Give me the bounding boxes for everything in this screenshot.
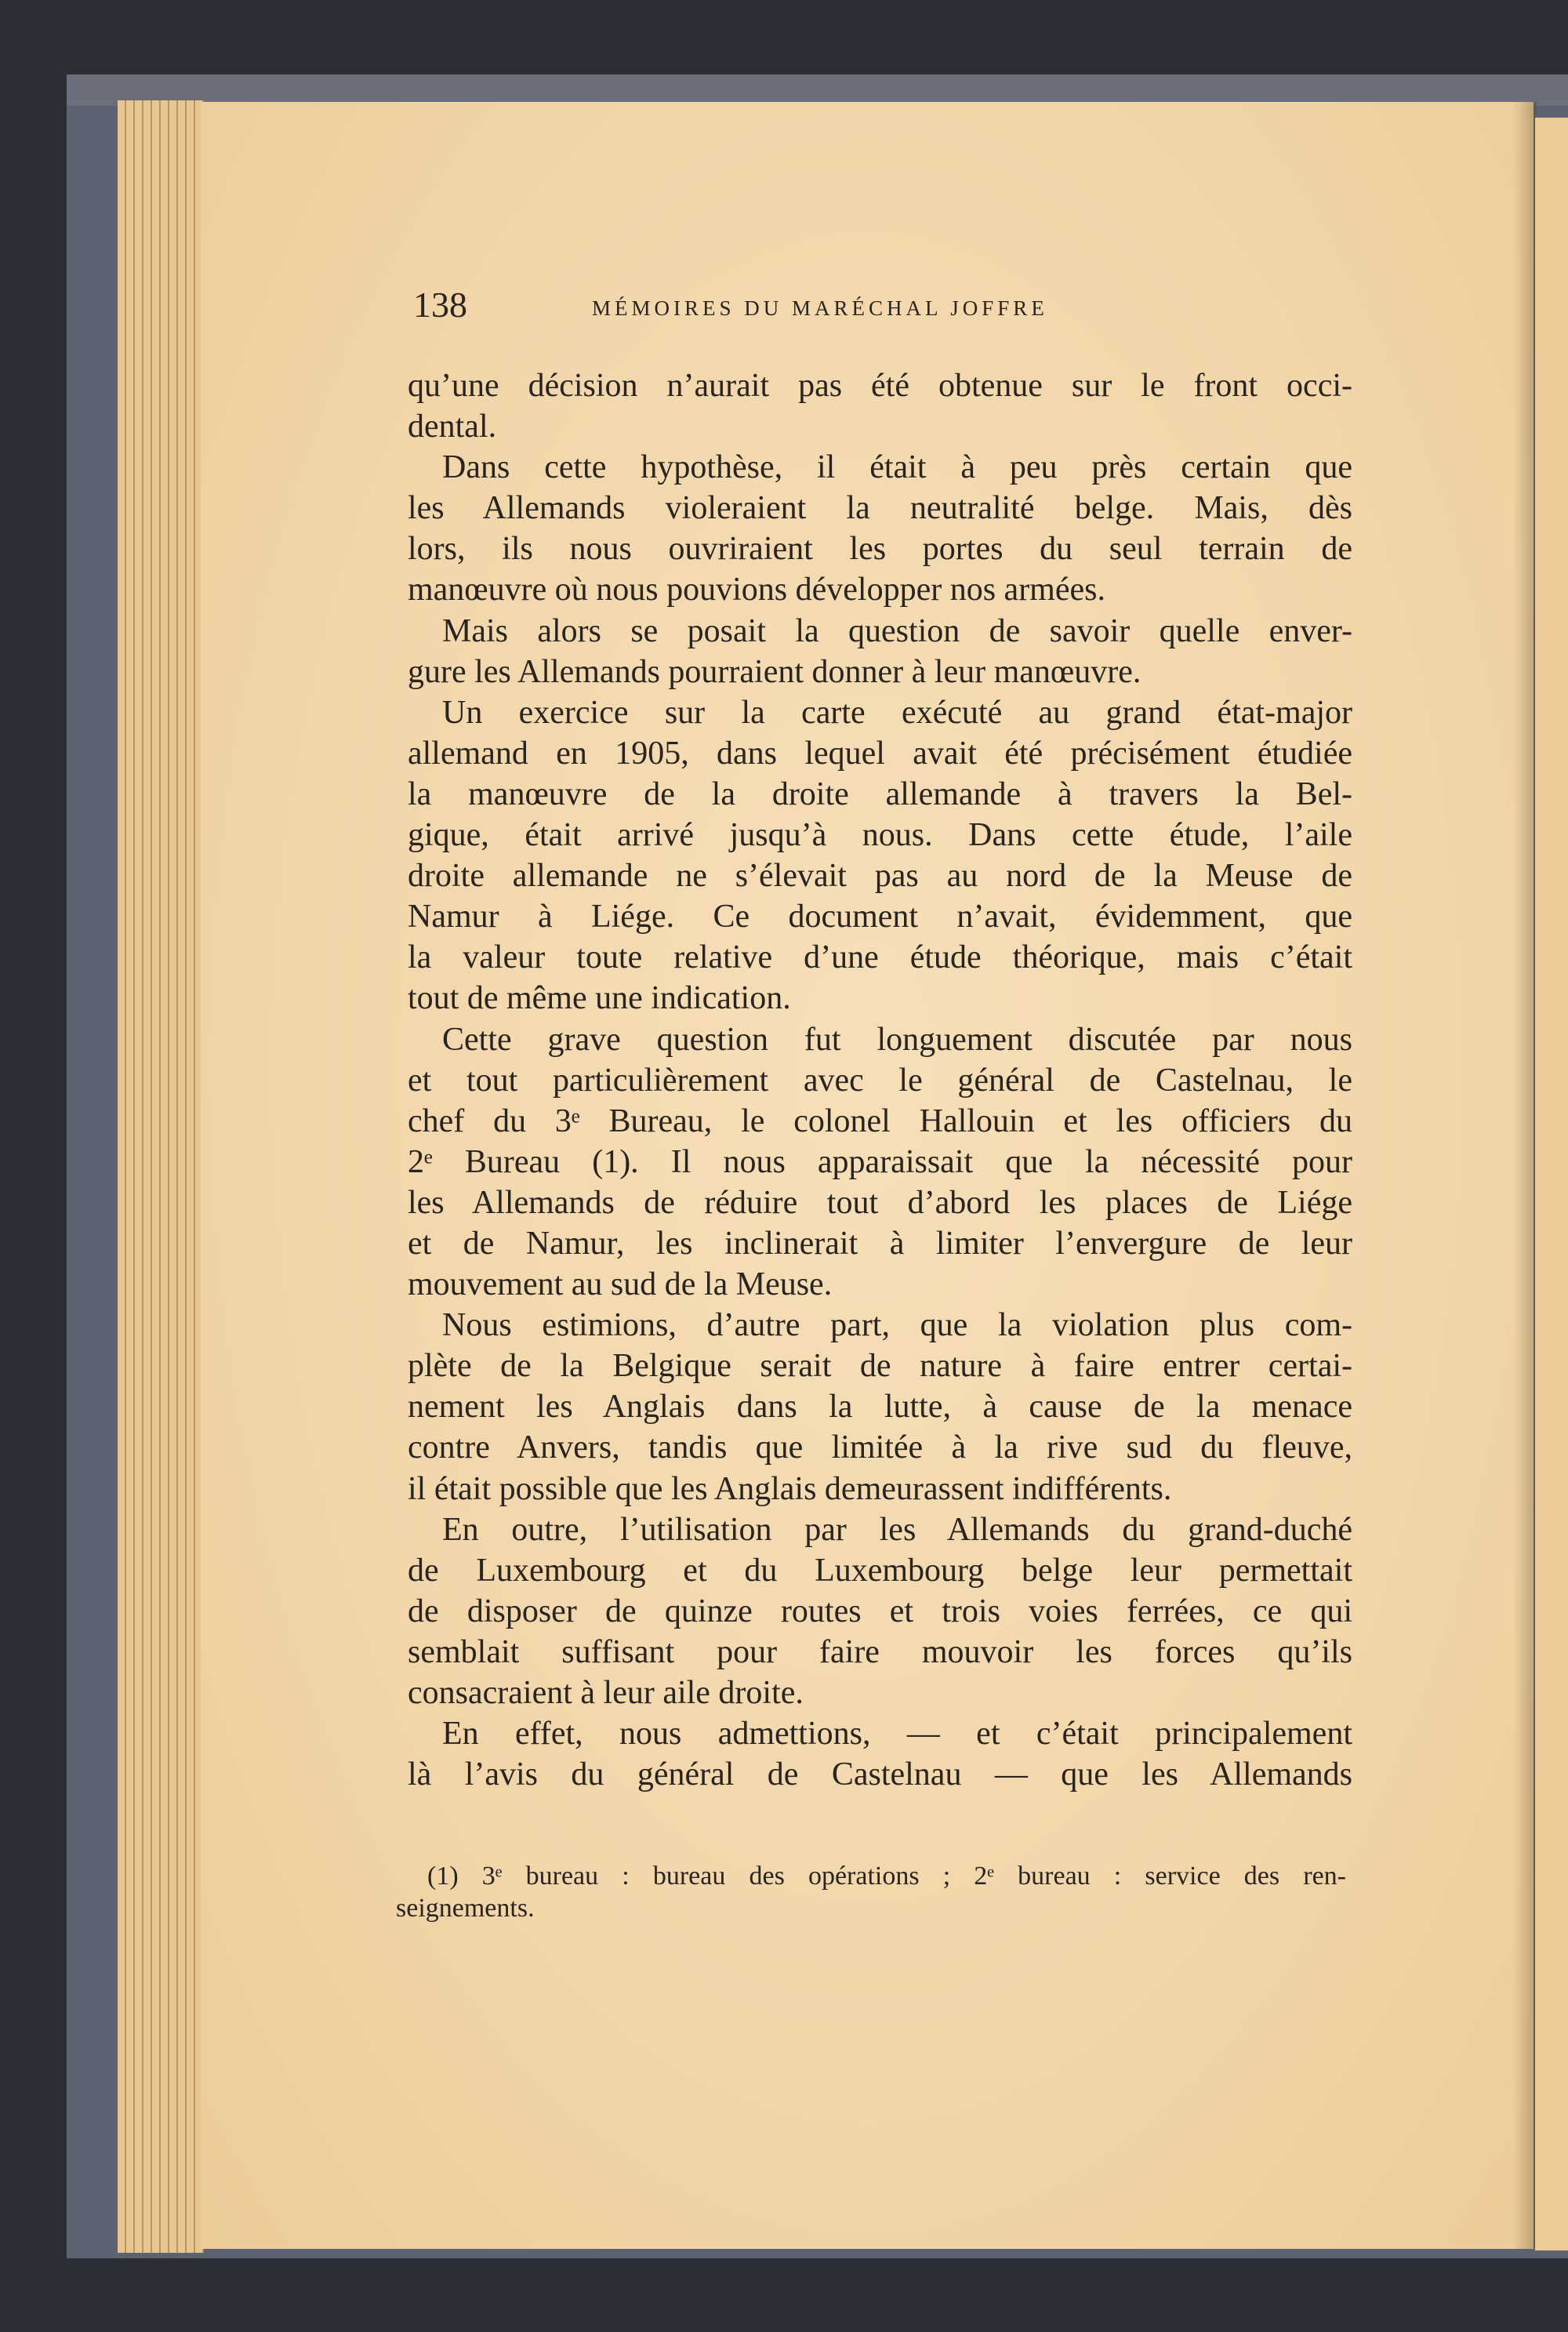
text-line: semblait suffisant pour faire mouvoir les forces qu’ils (408, 1633, 1352, 1670)
text-line: Mais alors se posait la question de savoir quelle enver- (442, 612, 1352, 649)
text-line: chef du 3ᵉ Bureau, le colonel Hallouin et les officiers du (408, 1102, 1352, 1139)
paragraph (408, 692, 1352, 1019)
text-line: nement les Anglais dans la lutte, à cause de la menace (408, 1389, 1352, 1426)
paragraph (408, 1019, 1352, 1306)
paragraph (408, 1713, 1352, 1795)
paragraph (408, 1509, 1352, 1713)
paragraph (408, 365, 1352, 447)
footnote-line: (1) 3ᵉ bureau : bureau des opérations ; 2ᵉ bureau : service des ren- (427, 1862, 1346, 1891)
running-title: MÉMOIRES DU MARÉCHAL JOFFRE (592, 296, 1048, 320)
text-line: et tout particulièrement avec le général de Castelnau, le (408, 1062, 1352, 1099)
text-line: gure les Allemands pourraient donner à leur manœuvre. (408, 653, 1142, 690)
text-line: 2ᵉ Bureau (1). Il nous apparaissait que la nécessité pour (408, 1143, 1352, 1180)
text-line: là l’avis du général de Castelnau — que les Allemands (408, 1756, 1352, 1793)
text-line: dental. (408, 409, 497, 445)
text-line: Dans cette hypothèse, il était à peu près certain que (442, 449, 1352, 486)
text-line: En outre, l’utilisation par les Allemands du grand-duché (442, 1511, 1352, 1548)
text-line: Nous estimions, d’autre part, que la violation plus com- (442, 1307, 1352, 1344)
page-gutter-shadow (1513, 102, 1537, 2249)
text-line: En effet, nous admettions, — et c’était principalement (442, 1716, 1352, 1753)
text-line: droite allemande ne s’élevait pas au nord de la Meuse de (408, 858, 1352, 895)
text-line: tout de même une indication. (408, 980, 791, 1017)
paragraph (408, 611, 1352, 692)
text-line: plète de la Belgique serait de nature à faire entrer certai- (408, 1348, 1352, 1385)
text-line: de Luxembourg et du Luxembourg belge leur permettait (408, 1552, 1352, 1589)
text-line: manœuvre où nous pouvions développer nos armées. (408, 572, 1105, 608)
text-line: Un exercice sur la carte exécuté au grand état-major (442, 694, 1352, 731)
text-line: Cette grave question fut longuement discutée par nous (442, 1021, 1352, 1058)
background-bottom (0, 2258, 1568, 2332)
text-line: allemand en 1905, dans lequel avait été précisément étudiée (408, 735, 1352, 772)
text-line: lors, ils nous ouvriraient les portes du seul terrain de (408, 531, 1352, 568)
text-line: la manœuvre de la droite allemande à travers la Bel- (408, 776, 1352, 812)
text-line: Namur à Liége. Ce document n’avait, évidemment, que (408, 899, 1352, 935)
facing-page-edge (1535, 118, 1568, 2250)
text-line: contre Anvers, tandis que limitée à la rive sud du fleuve, (408, 1429, 1352, 1466)
text-line: consacraient à leur aile droite. (408, 1675, 804, 1711)
text-line: la valeur toute relative d’une étude théorique, mais c’était (408, 939, 1352, 976)
footnote (396, 1860, 1346, 1924)
text-line: qu’une décision n’aurait pas été obtenue sur le front occi- (408, 368, 1352, 404)
page-number: 138 (413, 285, 467, 325)
paragraph (408, 447, 1352, 610)
footnote-line: seignements. (396, 1894, 535, 1923)
text-line: les Allemands de réduire tout d’abord les places de Liége (408, 1184, 1352, 1221)
body-text (408, 365, 1352, 1795)
text-line: il était possible que les Anglais demeurassent indifférents. (408, 1470, 1172, 1507)
book-cover-top (67, 74, 1568, 106)
text-line: et de Namur, les inclinerait à limiter l’envergure de leur (408, 1225, 1352, 1262)
text-line: gique, était arrivé jusqu’à nous. Dans cette étude, l’aile (408, 817, 1352, 854)
text-line: de disposer de quinze routes et trois voies ferrées, ce qui (408, 1593, 1352, 1629)
paragraph (408, 1305, 1352, 1509)
text-line: les Allemands violeraient la neutralité belge. Mais, dès (408, 490, 1352, 527)
page-edges (118, 100, 204, 2253)
text-line: mouvement au sud de la Meuse. (408, 1266, 833, 1303)
